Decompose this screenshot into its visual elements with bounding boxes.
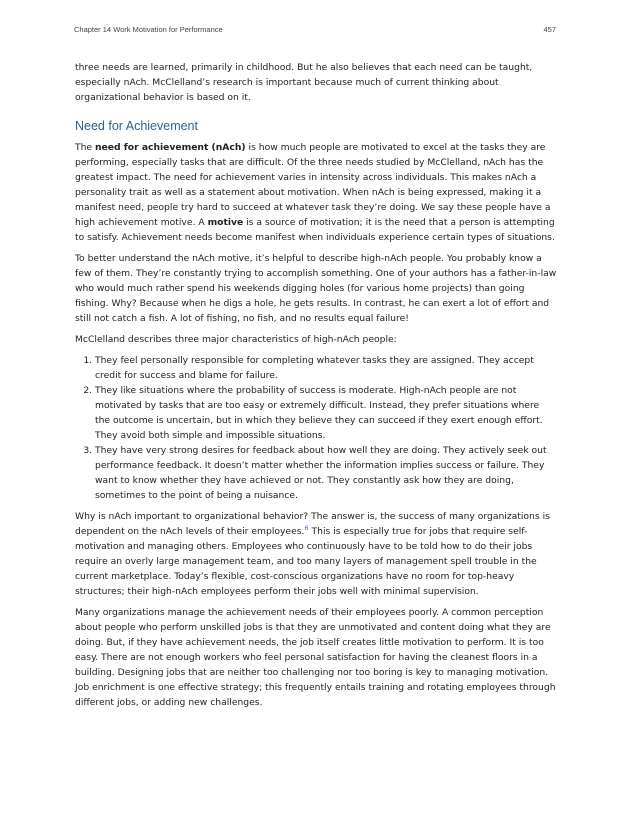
page-number: 457 <box>543 25 556 34</box>
key-term-nach: need for achievement (nAch) <box>95 142 246 153</box>
paragraph-text: This is especially true for jobs that require self-motivation and managing others. Employees who continuously have to be told how to do their jobs require an overly large management team, and too many layers of management spell trouble in the current marketplace. Today’s flexible, cost-conscious organizations have no room for top-heavy structures; their high-nAch employees perform their jobs well with minimal supervision. <box>75 526 537 597</box>
paragraph-high-nach-people: To better understand the nAch motive, it’s helpful to describe high-nAch people. You probably know a few of them. They’re constantly trying to accomplish something. One of your authors has a father-in-law who would much rather spend his weekends digging holes (for various home projects) than going fishing. Why? Because when he digs a hole, he gets results. In contrast, he can exert a lot of effort and still not catch a fish. A lot of fishing, no fish, and no results equal failure! <box>75 253 557 324</box>
list-item: 1. They feel personally responsible for completing whatever tasks they are assigned. They accept credit for success and blame for failure. <box>95 353 557 383</box>
paragraph-need-for-achievement: The need for achievement (nAch) is how much people are motivated to excel at the tasks they are performing, especially tasks that are difficult. Of the three needs studied by McClelland, nAch has the greatest impact. The need for achievement varies in intensity across individuals. This makes nAch a personality trait as well as a statement about motivation. When nAch is being expressed, making it a manifest need, people try hard to succeed at whatever task they’re doing. We say these people have a high achievement motive. A motive is a source of motivation; it is the need that a person is attempting to satisfy. Achievement needs become manifest when individuals experience certain types of situations. <box>75 142 555 243</box>
paragraph-text: is a source of motivation; it is the need that a person is attempting to satisfy. Achievement needs become manifest when individuals experience certain types of situations. <box>75 217 555 243</box>
list-item: 2. They like situations where the probability of success is moderate. High-nAch people are not motivated by tasks that are too easy or extremely difficult. Instead, they prefer situations where the outcome is uncertain, but in which they believe they can succeed if they exert enough effort. They avoid both simple and impossible situations. <box>95 383 557 443</box>
paragraph-characteristics-intro: McClelland describes three major characteristics of high-nAch people: <box>75 334 397 345</box>
section-heading: Need for Achievement <box>75 119 198 133</box>
intro-paragraph: three needs are learned, primarily in childhood. But he also believes that each need can be taught, especially nAch. McClelland’s research is important because much of current thinking about organizational behavior is based on it. <box>75 62 533 103</box>
list-item: 3. They have very strong desires for feedback about how well they are doing. They actively seek out performance feedback. It doesn’t matter whether the information implies success or failure. They want to know whether they have achieved or not. They constantly ask how they are doing, sometimes to the point of being a nuisance. <box>95 443 557 503</box>
paragraph-managing-achievement: Many organizations manage the achievement needs of their employees poorly. A common perception about people who perform unskilled jobs is that they are unmotivated and content doing what they are doing. But, if they have achievement needs, the job itself creates little motivation to perform. It is too easy. There are not enough workers who feel personal satisfaction for having the cleanest floors in a building. Designing jobs that are neither too challenging nor too boring is key to managing motivation. Job enrichment is one effective strategy; this frequently entails training and rotating employees through different jobs, or adding new challenges. <box>75 607 556 708</box>
paragraph-organizational-importance <box>75 509 557 599</box>
paragraph-text: Why is nAch important to organizational behavior? The answer is, the success of many organizations is dependent on the nAch levels of their employees. <box>75 511 550 537</box>
key-term-motive: motive <box>207 217 244 228</box>
paragraph-text: is how much people are motivated to excel at the tasks they are performing, especially tasks that are difficult. Of the three needs studied by McClelland, nAch has the greatest impact. The need for achievement varies in intensity across individuals. This makes nAch a personality trait as well as a statement about motivation. When nAch is being expressed, making it a manifest need, people try hard to succeed at whatever task they’re doing. We say these people have a high achievement motive. A <box>75 142 551 228</box>
chapter-title: Chapter 14 Work Motivation for Performance <box>74 25 223 34</box>
footnote-reference[interactable]: 6 <box>304 523 309 532</box>
page-content <box>75 60 557 716</box>
running-header <box>74 25 556 34</box>
characteristics-list <box>75 353 557 503</box>
